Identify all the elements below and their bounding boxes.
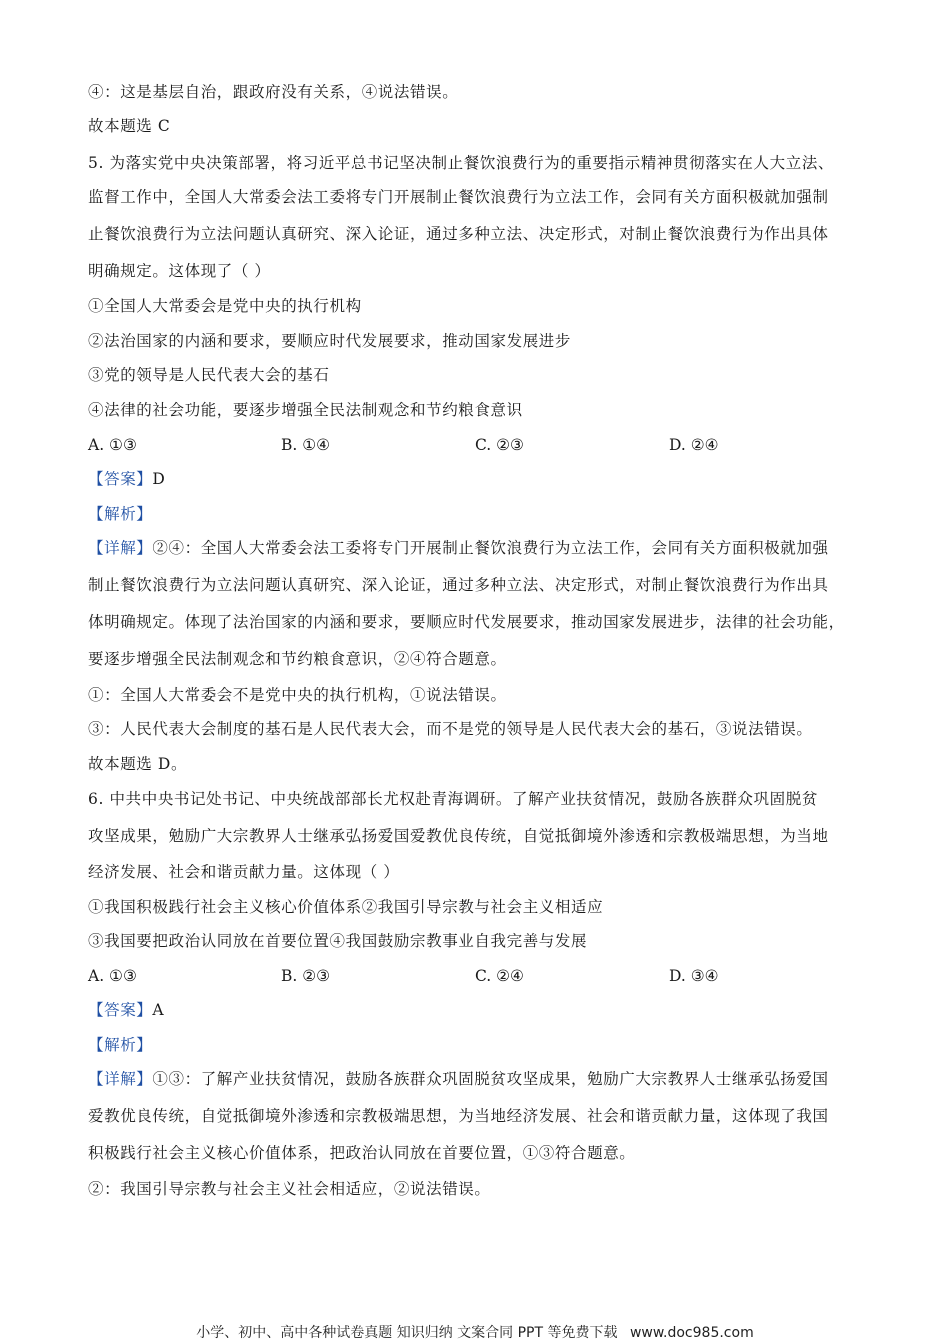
detail-text: ②④：全国人大常委会法工委将专门开展制止餐饮浪费行为立法工作，会同有关方面积极就加强 — [152, 539, 829, 557]
answer-value: D — [152, 470, 166, 488]
q6-stem-line: 经济发展、社会和谐贡献力量。这体现（ ） — [88, 863, 400, 881]
q5-analysis-tag — [88, 503, 152, 525]
q5-conclusion: 故本题选 D。 — [88, 755, 188, 773]
q6-detail-line — [88, 1068, 829, 1090]
prev-analysis-line: ④：这是基层自治，跟政府没有关系，④说法错误。 — [88, 83, 459, 101]
q5-detail-line: 要逐步增强全民法制观念和节约粮食意识，②④符合题意。 — [88, 650, 507, 668]
q5-detail-line: 制止餐饮浪费行为立法问题认真研究、深入论证，通过多种立法、决定形式，对制止餐饮浪费行为作出具 — [88, 576, 829, 594]
q5-option-c: C. ②③ — [475, 436, 524, 454]
q6-detail-line: 爱教优良传统，自觉抵御境外渗透和宗教极端思想，为当地经济发展、社会和谐贡献力量，这体现了我国 — [88, 1107, 829, 1125]
q5-stem-line: 5. 为落实党中央决策部署，将习近平总书记坚决制止餐饮浪费行为的重要指示精神贯彻落实在人大立法、 — [88, 154, 835, 172]
q6-stem-line: 6. 中共中央书记处书记、中央统战部部长尤权赴青海调研。了解产业扶贫情况，鼓励各族群众巩固脱贫 — [88, 790, 818, 808]
answer-tag: 【答案】 — [88, 1001, 153, 1019]
analysis-tag: 【解析】 — [88, 1036, 153, 1054]
q6-answer — [88, 999, 164, 1021]
footer-text: 小学、初中、高中各种试卷真题 知识归纳 文案合同 PPT 等免费下载 — [196, 1325, 618, 1341]
q5-stem-line: 明确规定。这体现了（ ） — [88, 262, 271, 280]
detail-text: ①③：了解产业扶贫情况，鼓励各族群众巩固脱贫攻坚成果，勉励广大宗教界人士继承弘扬爱国 — [152, 1070, 829, 1088]
q5-detail-line — [88, 537, 829, 559]
q5-answer — [88, 468, 165, 490]
prev-conclusion: 故本题选 C — [88, 117, 171, 135]
q6-item: ①我国积极践行社会主义核心价值体系②我国引导宗教与社会主义相适应 — [88, 898, 604, 916]
q5-stem-line: 监督工作中，全国人大常委会法工委将专门开展制止餐饮浪费行为立法工作，会同有关方面积极就加强制 — [88, 188, 829, 206]
footer-link[interactable]: www.doc985.com — [629, 1325, 754, 1341]
q5-option-d: D. ②④ — [669, 436, 719, 454]
answer-tag: 【答案】 — [88, 470, 153, 488]
q5-item: ③党的领导是人民代表大会的基石 — [88, 366, 330, 384]
q6-item: ③我国要把政治认同放在首要位置④我国鼓励宗教事业自我完善与发展 — [88, 932, 588, 950]
q6-detail-line: ②：我国引导宗教与社会主义社会相适应，②说法错误。 — [88, 1180, 491, 1198]
q6-analysis-tag — [88, 1034, 152, 1056]
detail-tag: 【详解】 — [88, 539, 153, 557]
q6-option-b: B. ②③ — [281, 967, 331, 985]
detail-tag: 【详解】 — [88, 1070, 153, 1088]
q5-option-b: B. ①④ — [281, 436, 331, 454]
q5-detail-line: ①：全国人大常委会不是党中央的执行机构，①说法错误。 — [88, 686, 507, 704]
q6-detail-line: 积极践行社会主义核心价值体系，把政治认同放在首要位置，①③符合题意。 — [88, 1144, 636, 1162]
q5-item: ④法律的社会功能，要逐步增强全民法制观念和节约粮食意识 — [88, 401, 523, 419]
q6-option-a: A. ①③ — [88, 967, 137, 985]
analysis-tag: 【解析】 — [88, 505, 153, 523]
q6-option-d: D. ③④ — [669, 967, 719, 985]
q6-option-c: C. ②④ — [475, 967, 524, 985]
q5-stem-line: 止餐饮浪费行为立法问题认真研究、深入论证，通过多种立法、决定形式，对制止餐饮浪费行为作出具体 — [88, 225, 829, 243]
answer-value: A — [152, 1001, 165, 1019]
q5-item: ①全国人大常委会是党中央的执行机构 — [88, 297, 362, 315]
q6-stem-line: 攻坚成果，勉励广大宗教界人士继承弘扬爱国爱教优良传统，自觉抵御境外渗透和宗教极端思想，为当地 — [88, 827, 829, 845]
page-footer — [0, 1322, 950, 1342]
q5-item: ②法治国家的内涵和要求，要顺应时代发展要求，推动国家发展进步 — [88, 332, 572, 350]
q5-detail-line: 体明确规定。体现了法治国家的内涵和要求，要顺应时代发展要求，推动国家发展进步，法律的社会功能， — [88, 613, 845, 631]
q5-detail-line: ③：人民代表大会制度的基石是人民代表大会，而不是党的领导是人民代表大会的基石，③说法错误。 — [88, 720, 813, 738]
q5-option-a: A. ①③ — [88, 436, 137, 454]
